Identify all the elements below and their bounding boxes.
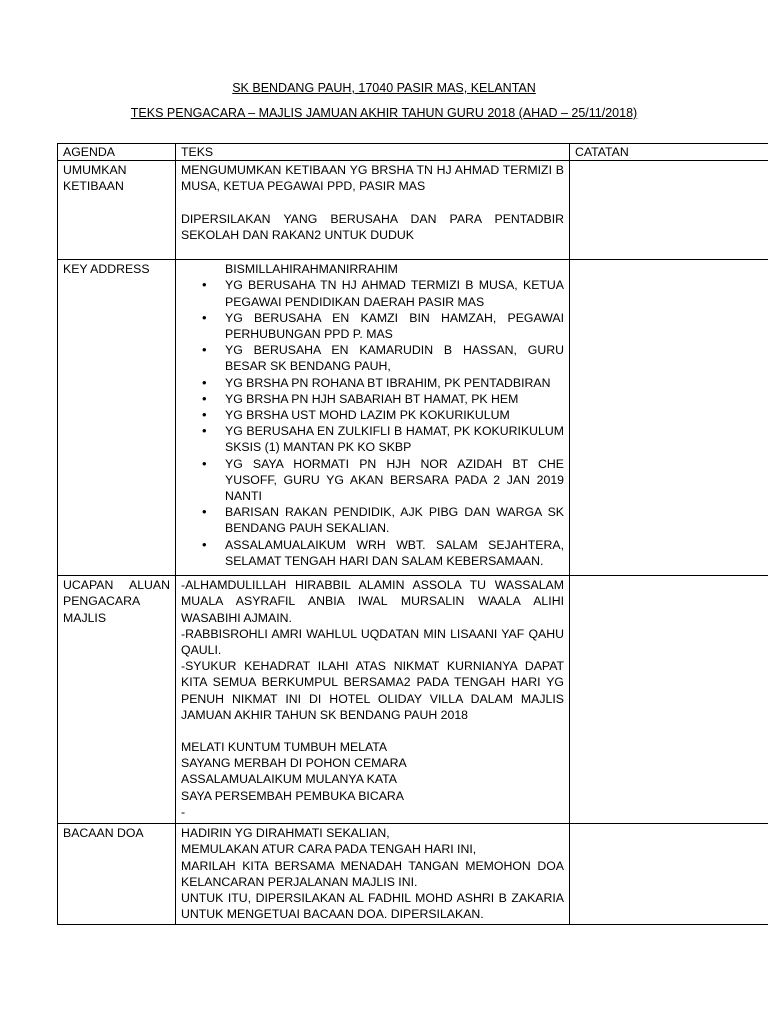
list-item: • YG BERUSAHA EN KAMARUDIN B HASSAN, GURU BESAR SK BENDANG PAUH, — [181, 342, 564, 374]
agenda-cell: BACAAN DOA — [58, 824, 176, 925]
catatan-cell — [570, 161, 768, 260]
table-row — [58, 824, 768, 925]
pantun-line: MELATI KUNTUM TUMBUH MELATA — [181, 740, 388, 755]
teks-cell — [176, 576, 570, 824]
pantun-line: SAYA PERSEMBAH PEMBUKA BICARA — [181, 788, 405, 803]
teks-paragraph: -RABBISROHLI AMRI WAHLUL UQDATAN MIN LISAANI YAF QAHU QAULI. — [181, 626, 564, 658]
teks-cell — [176, 260, 570, 576]
col-header-catatan: CATATAN — [570, 144, 768, 161]
list-item: • YG BRSHA UST MOHD LAZIM PK KOKURIKULUM — [181, 407, 564, 423]
pantun-line: - — [181, 804, 186, 819]
list-item: • YG BERUSAHA EN ZULKIFLI B HAMAT, PK KOKURIKULUM SKSIS (1) MANTAN PK KO SKBP — [181, 423, 564, 455]
list-item: • BARISAN RAKAN PENDIDIK, AJK PIBG DAN WARGA SK BENDANG PAUH SEKALIAN. — [181, 504, 564, 536]
teks-paragraph: DIPERSILAKAN YANG BERUSAHA DAN PARA PENTADBIR SEKOLAH DAN RAKAN2 UNTUK DUDUK — [181, 211, 564, 242]
agenda-table — [57, 143, 768, 925]
pantun-line: SAYANG MERBAH DI POHON CEMARA — [181, 756, 407, 771]
agenda-cell: UMUMKAN KETIBAAN — [58, 161, 176, 260]
teks-paragraph: MENGUMUMKAN KETIBAAN YG BRSHA TN HJ AHMAD TERMIZI B MUSA, KETUA PEGAWAI PPD, PASIR MAS — [181, 163, 564, 194]
table-row — [58, 161, 768, 260]
catatan-cell — [570, 260, 768, 576]
teks-cell — [176, 161, 570, 260]
col-header-agenda: AGENDA — [58, 144, 176, 161]
teks-paragraph: MARILAH KITA BERSAMA MENADAH TANGAN MEMOHON DOA KELANCARAN PERJALANAN MAJLIS INI. — [181, 858, 564, 889]
teks-paragraph: UNTUK ITU, DIPERSILAKAN AL FADHIL MOHD ASHRI B ZAKARIA UNTUK MENGETUAI BACAAN DOA. DIPERSILAKAN. — [181, 891, 564, 922]
teks-paragraph: -SYUKUR KEHADRAT ILAHI ATAS NIKMAT KURNIANYA DAPAT KITA SEMUA BERKUMPUL BERSAMA2 PADA TENGAH HARI YG PENUH NIKMAT INI DI HOTEL OLIDAY VILLA DALAM MAJLIS JAMUAN AKHIR TAHUN SK BENDANG PAUH 2018 — [181, 659, 564, 722]
list-item: • ASSALAMUALAIKUM WRH WBT. SALAM SEJAHTERA, SELAMAT TENGAH HARI DAN SALAM KEBERSAMAAN. — [181, 537, 564, 569]
address-list — [181, 277, 564, 569]
pantun-line: ASSALAMUALAIKUM MULANYA KATA — [181, 772, 397, 787]
list-item: • YG SAYA HORMATI PN HJH NOR AZIDAH BT CHE YUSOFF, GURU YG AKAN BERSARA PADA 2 JAN 2019 NANTI — [181, 456, 564, 505]
agenda-cell: UCAPAN ALUAN PENGACARA MAJLIS — [58, 576, 176, 824]
teks-intro: BISMILLAHIRAHMANIRRAHIM — [225, 262, 398, 277]
list-item: • YG BERUSAHA TN HJ AHMAD TERMIZI B MUSA, KETUA PEGAWAI PENDIDIKAN DAERAH PASIR MAS — [181, 277, 564, 309]
list-item: • YG BRSHA PN HJH SABARIAH BT HAMAT, PK HEM — [181, 391, 564, 407]
teks-line: HADIRIN YG DIRAHMATI SEKALIAN, — [181, 826, 390, 841]
teks-paragraph: -ALHAMDULILLAH HIRABBIL ALAMIN ASSOLA TU WASSALAM MUALA ASYRAFIL ANBIA IWAL MURSALIN WAALA ALIHI WASABIHI AJMAIN. — [181, 578, 564, 625]
teks-line: MEMULAKAN ATUR CARA PADA TENGAH HARI INI, — [181, 842, 477, 857]
catatan-cell — [570, 824, 768, 925]
agenda-cell: KEY ADDRESS — [58, 260, 176, 576]
school-header: SK BENDANG PAUH, 17040 PASIR MAS, KELANTAN — [232, 81, 536, 95]
col-header-teks: TEKS — [176, 144, 570, 161]
list-item: • YG BRSHA PN ROHANA BT IBRAHIM, PK PENTADBIRAN — [181, 375, 564, 391]
list-item: • YG BERUSAHA EN KAMZI BIN HAMZAH, PEGAWAI PERHUBUNGAN PPD P. MAS — [181, 310, 564, 342]
table-row — [58, 576, 768, 824]
table-row — [58, 260, 768, 576]
teks-cell — [176, 824, 570, 925]
catatan-cell — [570, 576, 768, 824]
document-title: TEKS PENGACARA – MAJLIS JAMUAN AKHIR TAHUN GURU 2018 (AHAD – 25/11/2018) — [130, 106, 638, 120]
table-header-row — [58, 144, 768, 161]
